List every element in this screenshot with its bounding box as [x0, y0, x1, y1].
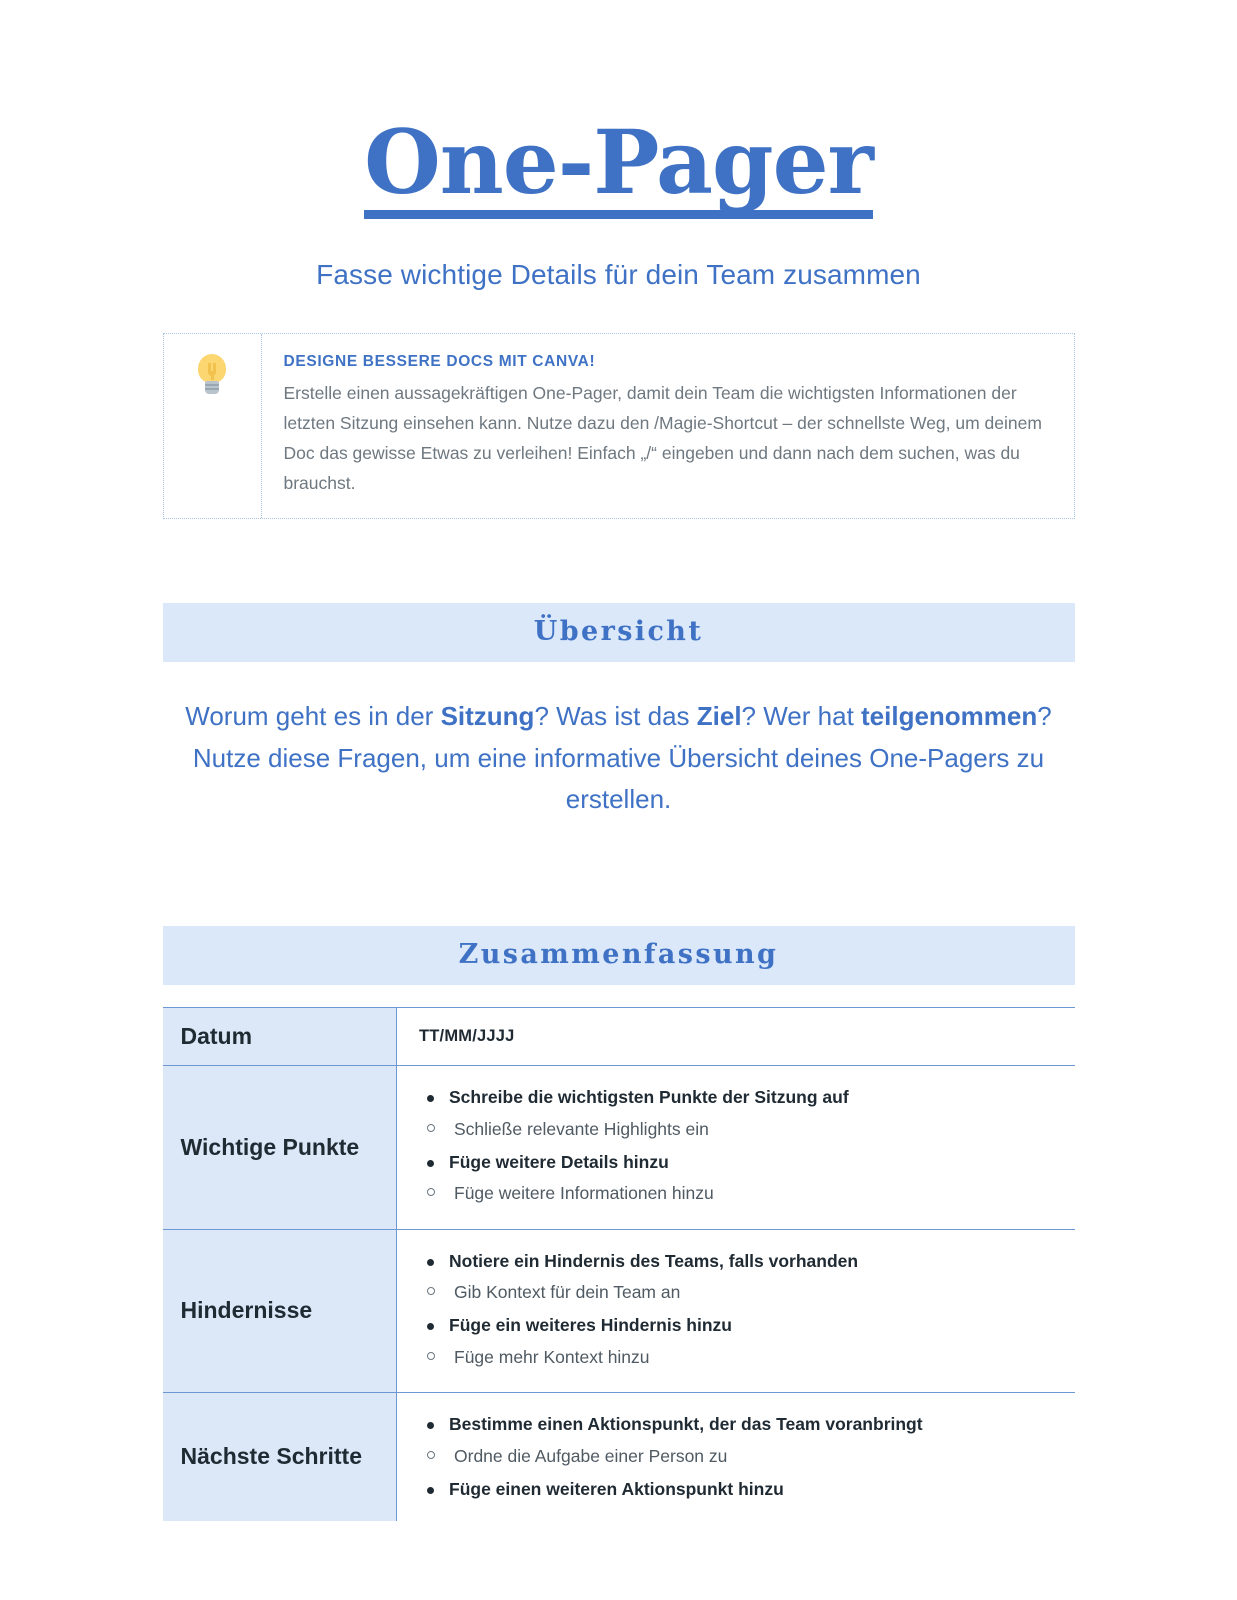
row-label-cell: Wichtige Punkte	[163, 1066, 397, 1230]
overview-text-2: ? Was ist das	[534, 701, 697, 732]
nested-bullet-list	[419, 1181, 1057, 1206]
nested-bullet-list	[419, 1345, 1057, 1370]
bullet-list	[419, 1085, 1057, 1207]
section-title-uebersicht: Übersicht	[533, 616, 704, 648]
lightbulb-icon	[195, 354, 229, 398]
page-subtitle: Fasse wichtige Details für dein Team zusammen	[316, 259, 921, 290]
page-title	[163, 110, 1075, 219]
document-content	[163, 0, 1075, 1521]
callout-text-cell	[262, 334, 1074, 518]
nested-bullet-list	[419, 1444, 1057, 1469]
nested-bullet-list	[419, 1280, 1057, 1305]
section-title-zusammenfassung: Zusammenfassung	[458, 938, 779, 970]
nested-list-item[interactable]: Schließe relevante Highlights ein	[419, 1117, 1057, 1142]
page-title-text: One-Pager	[364, 118, 873, 219]
row-content-cell[interactable]	[397, 1066, 1075, 1230]
overview-bold-sitzung: Sitzung	[440, 701, 535, 732]
overview-paragraph	[163, 696, 1075, 819]
nested-list-item[interactable]: Füge mehr Kontext hinzu	[419, 1345, 1057, 1370]
overview-text-1: Worum geht es in der	[185, 701, 441, 732]
table-row	[163, 1393, 1075, 1522]
row-content-cell[interactable]	[397, 1007, 1075, 1065]
callout-body: Erstelle einen aussagekräftigen One-Pager, damit dein Team die wichtigsten Informationen der letzten Sitzung einsehen kann. Nutze dazu den /Magie-Shortcut – der schnellste Weg, um deinem Doc das gewisse Etwas zu verleihen! Einfach „/“ eingeben und dann nach dem suchen, was du brauchst.	[283, 383, 1042, 494]
summary-table-body	[163, 1007, 1075, 1521]
row-content-cell[interactable]	[397, 1229, 1075, 1393]
table-row	[163, 1066, 1075, 1230]
row-label-cell: Datum	[163, 1007, 397, 1065]
nested-list-item[interactable]: Ordne die Aufgabe einer Person zu	[419, 1444, 1057, 1469]
list-item[interactable]: Füge einen weiteren Aktionspunkt hinzu	[419, 1477, 1057, 1502]
overview-bold-teilgenommen: teilgenommen	[861, 701, 1038, 732]
overview-text-3: ? Wer hat	[741, 701, 862, 732]
list-item[interactable]: Füge ein weiteres Hindernis hinzu	[419, 1313, 1057, 1338]
nested-list-wrapper	[419, 1345, 1057, 1370]
nested-list-wrapper	[419, 1280, 1057, 1305]
date-value[interactable]: TT/MM/JJJJ	[419, 1026, 515, 1045]
nested-list-item[interactable]: Füge weitere Informationen hinzu	[419, 1181, 1057, 1206]
overview-bold-ziel: Ziel	[696, 701, 742, 732]
bullet-list	[419, 1412, 1057, 1502]
nested-list-wrapper	[419, 1117, 1057, 1142]
table-row	[163, 1007, 1075, 1065]
list-item[interactable]: Füge weitere Details hinzu	[419, 1150, 1057, 1175]
row-content-cell[interactable]	[397, 1393, 1075, 1522]
nested-list-item[interactable]: Gib Kontext für dein Team an	[419, 1280, 1057, 1305]
row-label-cell: Nächste Schritte	[163, 1393, 397, 1522]
tip-callout	[163, 333, 1075, 519]
nested-list-wrapper	[419, 1444, 1057, 1469]
overview-text-4: ? Nutze diese Fragen, um eine informative Übersicht deines One-Pagers zu erstellen.	[192, 701, 1052, 814]
nested-list-wrapper	[419, 1181, 1057, 1206]
callout-heading: DESIGNE BESSERE DOCS MIT CANVA!	[283, 353, 596, 370]
row-label-cell: Hindernisse	[163, 1229, 397, 1393]
callout-icon-cell	[164, 334, 262, 518]
section-band-zusammenfassung	[163, 926, 1075, 985]
list-item[interactable]: Bestimme einen Aktionspunkt, der das Team voranbringt	[419, 1412, 1057, 1437]
section-band-uebersicht	[163, 603, 1075, 662]
list-item[interactable]: Notiere ein Hindernis des Teams, falls vorhanden	[419, 1249, 1057, 1274]
summary-table	[163, 1007, 1075, 1522]
nested-bullet-list	[419, 1117, 1057, 1142]
list-item[interactable]: Schreibe die wichtigsten Punkte der Sitzung auf	[419, 1085, 1057, 1110]
table-row	[163, 1229, 1075, 1393]
bullet-list	[419, 1249, 1057, 1371]
